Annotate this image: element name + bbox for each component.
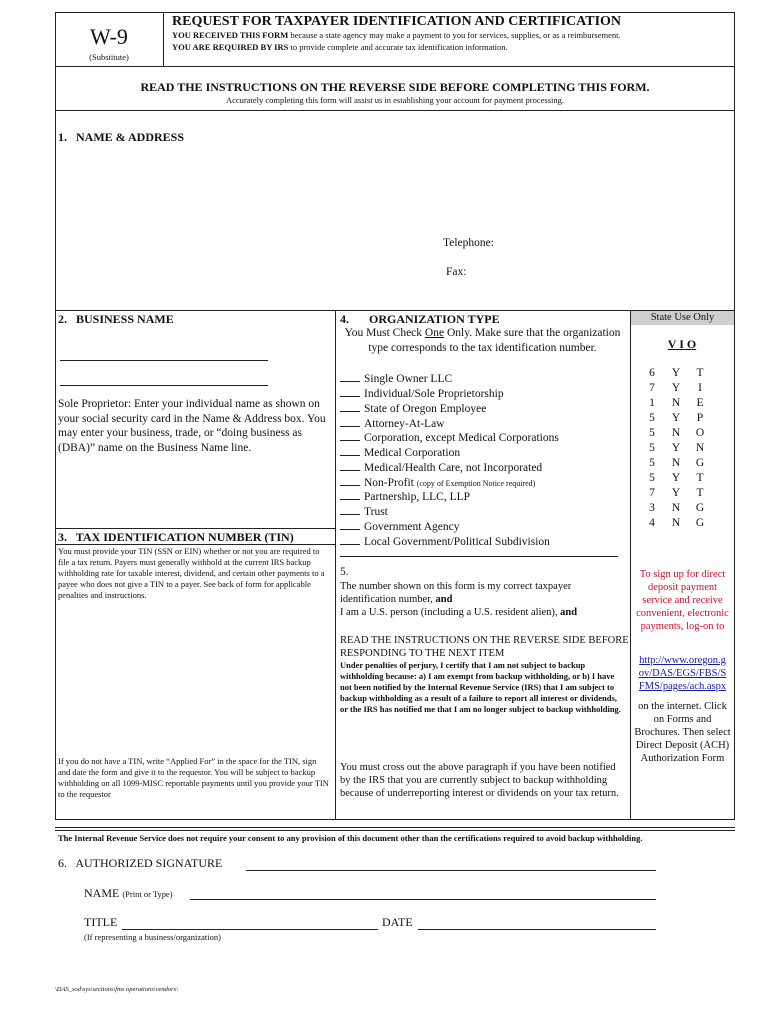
cert-and-2: and [560, 607, 578, 618]
ach-url-link[interactable] [633, 654, 732, 693]
vio-row [640, 502, 730, 514]
vio-row [640, 412, 730, 424]
tin-paragraph-2: If you do not have a TIN, write “Applied For” in the space for the TIN, sign and date the form and give it to the requestor. You will be subject to backup withholding on all 1099-MISC reportable payments until you provide your TIN to the requestor [58, 756, 329, 799]
business-name-line-1[interactable] [60, 360, 268, 361]
vio-cell: 7 [649, 382, 655, 394]
vio-row [640, 397, 730, 409]
file-path-footer: \DAS_sod\sys\sections\fms operations\vendors\ [55, 986, 178, 993]
header-divider [163, 12, 164, 66]
org-option-medical-health-care[interactable] [340, 461, 542, 474]
cert-and-1: and [435, 594, 453, 605]
org-option-label: Corporation, except Medical Corporations [364, 432, 559, 444]
org-option-label: Individual/Sole Proprietorship [364, 388, 504, 400]
vio-cell: N [671, 397, 681, 409]
org-option-trust[interactable] [340, 505, 388, 518]
state-column-divider [630, 310, 631, 820]
url-line-3: FMS/pages/ach.aspx [638, 681, 727, 692]
tin-paragraph-1: You must provide your TIN (SSN or EIN) whether or not you are required to file a tax return. Payers must generally withhold at the current IRS backup withholding rate for taxable interest, dividend, and certain other payments to a payee who does not give a TIN to a payer. See back of form for applicable penalties and instructions. [58, 546, 325, 600]
left-column-divider [335, 310, 336, 820]
vio-cell: P [696, 412, 704, 424]
title-label: TITLE [84, 915, 118, 929]
signature-label: 6. AUTHORIZED SIGNATURE [58, 856, 223, 870]
vio-cell: T [696, 487, 704, 499]
org-option-non-profit[interactable] [340, 476, 535, 489]
tin-heading: 3. TAX IDENTIFICATION NUMBER (TIN) [58, 530, 294, 544]
vio-cell: Y [671, 487, 681, 499]
org-option-label: Partnership, LLC, LLP [364, 491, 471, 503]
vio-cell: N [671, 517, 681, 529]
vio-cell: 6 [649, 367, 655, 379]
cert-heading: 5. [340, 566, 349, 578]
org-instr-one: One [424, 327, 445, 339]
vio-cell: Y [671, 412, 681, 424]
vio-cell: 5 [649, 472, 655, 484]
fax-label: Fax: [446, 266, 467, 278]
name-label [84, 886, 173, 901]
name-address-heading: 1. NAME & ADDRESS [58, 130, 185, 144]
vio-cell: O [695, 427, 705, 439]
instructions-title: READ THE INSTRUCTIONS ON THE REVERSE SIDE BEFORE COMPLETING THIS FORM. [140, 80, 650, 94]
vio-cell: T [696, 472, 704, 484]
vio-cell: Y [671, 442, 681, 454]
org-option-label: Local Government/Political Subdivision [364, 536, 550, 548]
irs-consent-note: The Internal Revenue Service does not require your consent to any provision of this document other than the certifications required to avoid backup withholding. [58, 833, 643, 843]
vio-cell: 3 [649, 502, 655, 514]
cert-crossout-note: You must cross out the above paragraph if you have been notified by the IRS that you are currently subject to backup withholding because of underreporting interest or dividends on your tax return. [340, 762, 619, 799]
vio-cell: 5 [649, 427, 655, 439]
header-line-2-bold: YOU ARE REQUIRED BY IRS [172, 42, 289, 52]
header-line-2 [172, 42, 508, 53]
vio-row [640, 517, 730, 529]
section6-top-rule [55, 827, 735, 828]
org-option-corporation[interactable] [340, 431, 559, 444]
name-line[interactable] [190, 899, 656, 900]
vio-cell: N [671, 457, 681, 469]
section4-bottom-rule [340, 556, 618, 557]
vio-cell: 5 [649, 457, 655, 469]
ach-instructions: on the internet. Click on Forms and Brochures. Then select Direct Deposit (ACH) Authorization Form [634, 701, 731, 764]
org-option-state-employee[interactable] [340, 402, 486, 415]
section2-bottom-rule [55, 528, 335, 529]
org-option-label: Trust [364, 506, 388, 518]
title-line[interactable] [122, 929, 378, 930]
vio-cell: T [696, 367, 704, 379]
org-option-government-agency[interactable] [340, 520, 460, 533]
vio-cell: Y [671, 382, 681, 394]
vio-cell: 5 [649, 442, 655, 454]
header-line-1-rest: because a state agency may make a payment to you for services, supplies, or as a reimbursement. [288, 30, 621, 40]
form-code: W-9 [90, 24, 128, 49]
vio-cell: Y [671, 472, 681, 484]
vio-cell: 1 [649, 397, 655, 409]
header-line-1 [172, 30, 621, 41]
telephone-label: Telephone: [443, 237, 494, 249]
vio-cell: I [698, 382, 702, 394]
section6-top-rule-2 [55, 830, 735, 831]
vio-row [640, 427, 730, 439]
cert-line-1-text: The number shown on this form is my correct taxpayer identification number, [340, 581, 572, 605]
date-line[interactable] [418, 929, 656, 930]
sole-proprietor-note: Sole Proprietor: Enter your individual name as shown on your social security card in the Name & Address box. You may enter your business, trade, or “doing business as (DBA)” name on the Business Name line. [58, 398, 326, 454]
vio-row [640, 442, 730, 454]
org-option-sole-proprietorship[interactable] [340, 387, 504, 400]
vio-cell: G [695, 502, 705, 514]
title-note: (If representing a business/organization) [84, 932, 221, 942]
vio-row [640, 367, 730, 379]
org-option-label: Attorney-At-Law [364, 418, 445, 430]
vio-cell: 4 [649, 517, 655, 529]
vio-cell: G [695, 517, 705, 529]
org-option-label: Government Agency [364, 521, 460, 533]
org-type-heading [340, 312, 500, 327]
vio-cell: G [695, 457, 705, 469]
direct-deposit-promo: To sign up for direct deposit payment service and receive convenient, electronic payments, log-on to [636, 569, 729, 632]
org-instr-post: Only. Make sure that the organization type corresponds to the tax identification number. [368, 327, 621, 354]
org-type-title: ORGANIZATION TYPE [369, 312, 500, 326]
org-option-single-owner-llc[interactable] [340, 372, 452, 385]
header-bottom-rule [55, 66, 735, 67]
cert-line-1 [340, 580, 625, 606]
business-name-heading: 2. BUSINESS NAME [58, 312, 174, 326]
signature-line[interactable] [246, 870, 656, 871]
vio-row [640, 382, 730, 394]
vio-cell: 7 [649, 487, 655, 499]
org-option-label: Single Owner LLC [364, 373, 453, 385]
vio-cell: 5 [649, 412, 655, 424]
org-option-label: State of Oregon Employee [364, 403, 487, 415]
tin-heading-rule [55, 544, 335, 545]
instructions-subtitle: Accurately completing this form will assist us in establishing your account for payment processing. [225, 95, 565, 105]
org-option-partnership[interactable] [340, 490, 470, 503]
vio-row [640, 457, 730, 469]
org-type-instructions [340, 326, 625, 355]
name-label-text: NAME [84, 886, 120, 900]
form-title: REQUEST FOR TAXPAYER IDENTIFICATION AND CERTIFICATION [172, 14, 622, 29]
vio-cell: E [696, 397, 704, 409]
vio-cell: N [671, 427, 681, 439]
url-line-1: http://www.oregon.g [639, 655, 726, 666]
name-label-sub: (Print or Type) [122, 889, 173, 899]
org-option-local-government[interactable] [340, 535, 550, 548]
date-label: DATE [382, 915, 413, 929]
cert-read-instructions: READ THE INSTRUCTIONS ON THE REVERSE SIDE BEFORE RESPONDING TO THE NEXT ITEM [340, 635, 629, 659]
vio-cell: Y [671, 367, 681, 379]
non-profit-note: (copy of Exemption Notice required) [416, 479, 536, 488]
form-code-sub: (Substitute) [89, 52, 129, 62]
vio-row [640, 472, 730, 484]
header-line-2-rest: to provide complete and accurate tax identification information. [288, 42, 508, 52]
org-type-num: 4. [340, 312, 349, 326]
vio-label: V I O [667, 337, 697, 351]
url-line-2: ov/DAS/EGS/FBS/S [638, 668, 727, 679]
vio-cell: N [695, 442, 705, 454]
business-name-line-2[interactable] [60, 385, 268, 386]
cert-line-2-text: I am a U.S. person (including a U.S. resident alien), [340, 607, 558, 618]
org-option-attorney[interactable] [340, 417, 444, 430]
cert-penalty-paragraph[interactable]: Under penalties of perjury, I certify that I am not subject to backup withholding because: a) I am exempt from backup withholding, or b) I have not been notified by the Internal Revenue Service (IRS) that I am subject to backup withholding as a result of a failure to report all interest or dividends, or the IRS has notified me that I am no longer subject to backup withholding. [340, 660, 621, 714]
org-option-medical-corporation[interactable] [340, 446, 460, 459]
banner-bottom-rule [55, 110, 735, 111]
state-use-header: State Use Only [631, 311, 734, 325]
header-line-1-bold: YOU RECEIVED THIS FORM [172, 30, 289, 40]
org-instr-pre: You Must Check [344, 327, 425, 339]
vio-cell: N [671, 502, 681, 514]
org-option-label: Medical Corporation [364, 447, 461, 459]
org-option-label: Medical/Health Care, not Incorporated [364, 462, 543, 474]
org-option-label: Non-Profit [364, 477, 414, 489]
vio-row [640, 487, 730, 499]
cert-line-2 [340, 606, 630, 619]
